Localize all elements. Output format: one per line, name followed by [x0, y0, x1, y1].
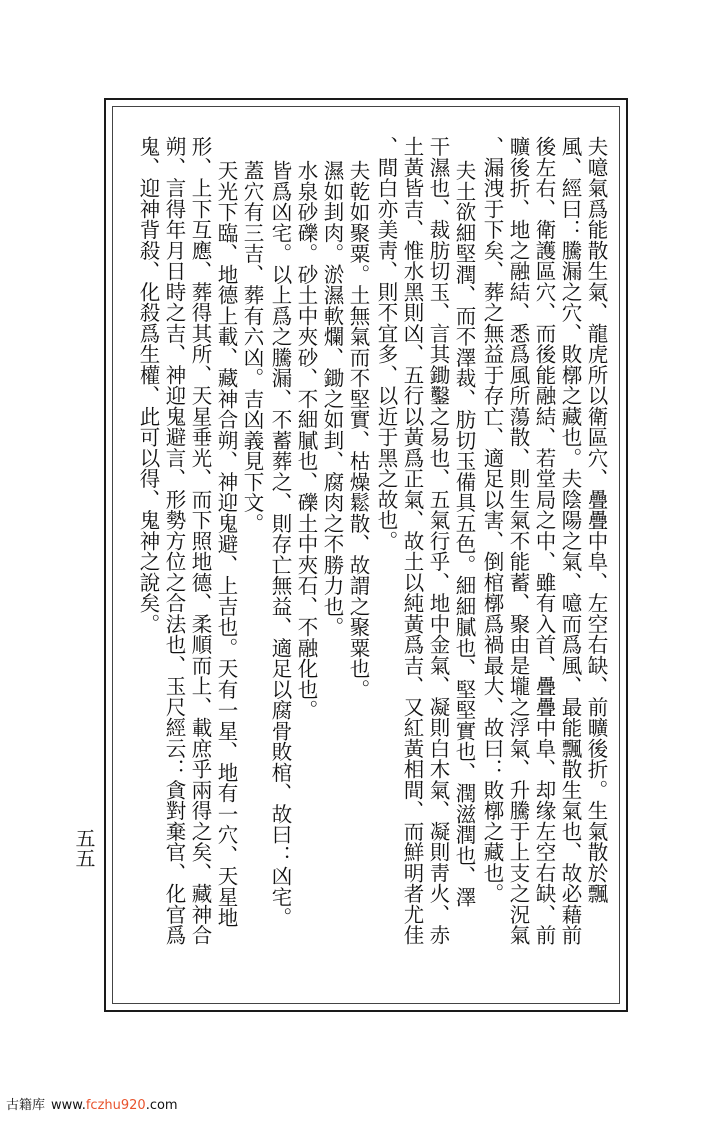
text-column: 濕如刲肉。淤濕軟爛、鋤之如刲、腐肉之不勝力也。	[320, 160, 344, 638]
text-column: 干濕也、裁肪切玉、言其鋤鑿之易也、五氣行乎、地中金氣、凝則白木氣、凝則靑火、赤	[426, 136, 450, 946]
url-suffix: .com	[145, 1098, 178, 1113]
text-column: 土黃皆吉、惟水黑則凶、五行以黃爲正氣、故土以純黃爲吉、又紅黃相間、而鮮明者尤佳	[400, 136, 424, 946]
text-column: 風、經曰：騰漏之穴、敗槨之藏也。夫陰陽之氣、噫而爲風、最能飄散生氣也、故必藉前	[558, 136, 582, 946]
text-column: 鬼、迎神背殺、化殺爲生權、此可以得、鬼神之說矣。	[136, 136, 160, 634]
site-name: 古籍库	[6, 1098, 46, 1113]
page-number: 五五	[72, 828, 96, 868]
footer-watermark[interactable]	[6, 1094, 178, 1113]
text-column: 形、上下互應、葬得其所、天星垂光、而下照地德、柔順而上、載庶乎兩得之矣、藏神合	[188, 136, 212, 946]
text-column: 曠後折、地之融結、悉爲風所蕩散、則生氣不能蓄、聚由是壠之浮氣、升騰于上支之況氣	[506, 136, 530, 946]
text-column: 夫土欲細堅潤、而不澤裁、肪切玉備具五色。細細膩也、堅堅實也、潤滋潤也、澤	[452, 160, 476, 907]
text-column: 朔、言得年月日時之吉、神迎鬼避言、形勢方位之合法也、玉尺經云：貪對棄官、化官爲	[162, 136, 186, 946]
text-column: 、漏洩于下矣、葬之無益于存亡、適足以害、倒棺槨爲禍最大、故曰：敗槨之藏也。	[480, 136, 504, 904]
text-column: 、間白亦美靑、則不宜多、以近于黑之故也。	[374, 136, 398, 551]
text-column: 夫噫氣爲能散生氣、龍虎所以衛區穴、疊疊中阜、左空右缺、前曠後折。生氣散於飄	[584, 136, 608, 904]
text-column: 夫乾如聚粟。土無氣而不堅實、枯燥鬆散、故謂之聚粟也。	[346, 160, 370, 700]
text-column: 皆爲凶宅。以上爲之騰漏、不蓄葬之、則存亡無益、適足以腐骨敗棺、故曰：凶宅。	[268, 160, 292, 928]
text-column: 天光下臨、地德上載、藏神合朔、神迎鬼避、上吉也。天有一星、地有一穴、天星地	[214, 160, 238, 928]
url-prefix: www.	[51, 1098, 86, 1113]
text-column: 水泉砂礫。砂土中夾砂、不細膩也、礫土中夾石、不融化也。	[294, 160, 318, 721]
text-column: 蓋穴有三吉、葬有六凶。吉凶義見下文。	[240, 160, 264, 534]
url-highlight: fczhu920	[85, 1098, 146, 1113]
text-column: 後左右、衛護區穴、而後能融結、若堂局之中、雖有入首、疊疊中阜、却缘左空右缺、前	[532, 136, 556, 946]
